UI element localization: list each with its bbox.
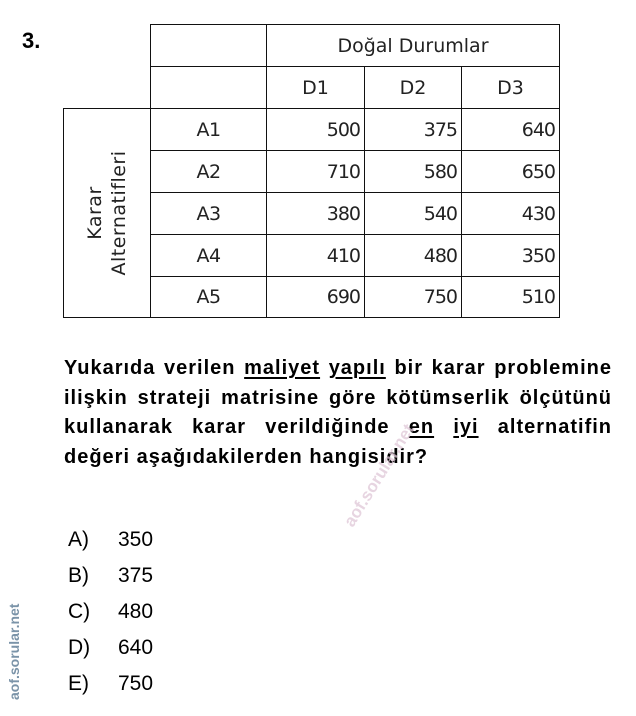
table-cell: 580	[364, 150, 462, 193]
header-corner-cell	[150, 24, 267, 67]
underlined-en: en	[408, 416, 435, 438]
column-header-d3: D3	[461, 66, 560, 109]
row-group-label-cell	[63, 108, 151, 318]
underlined-iyi: iyi	[453, 416, 479, 438]
option-d[interactable]: D) 640	[68, 636, 154, 659]
option-a[interactable]: A) 350	[68, 528, 154, 551]
column-header-d2: D2	[364, 66, 462, 109]
table-cell: 640	[461, 108, 560, 151]
row-label-a5: A5	[150, 276, 267, 318]
table-cell: 480	[364, 234, 462, 277]
table-cell: 410	[266, 234, 365, 277]
table-cell: 750	[364, 276, 462, 318]
group-header-cell: Doğal Durumlar	[266, 24, 560, 67]
strategy-matrix-table	[63, 24, 560, 318]
question-number: 3.	[22, 28, 41, 53]
diagonal-watermark: aof.sorular.net	[340, 420, 419, 531]
table-cell: 350	[461, 234, 560, 277]
side-watermark: aof.sorular.net	[6, 603, 22, 700]
option-c[interactable]: C) 480	[68, 600, 154, 623]
table-cell: 500	[266, 108, 365, 151]
option-e[interactable]: E) 750	[68, 672, 154, 695]
row-label-a1: A1	[150, 108, 267, 151]
row-label-a4: A4	[150, 234, 267, 277]
row-group-label: Karar Alternatifleri	[84, 150, 130, 276]
table-cell: 710	[266, 150, 365, 193]
header-corner-cell-2	[150, 66, 267, 109]
row-label-a2: A2	[150, 150, 267, 193]
row-label-a3: A3	[150, 192, 267, 235]
table-cell: 430	[461, 192, 560, 235]
table-cell: 650	[461, 150, 560, 193]
table-cell: 540	[364, 192, 462, 235]
answer-options	[68, 522, 153, 702]
table-cell: 690	[266, 276, 365, 318]
underlined-maliyet: maliyet	[244, 357, 321, 379]
table-cell: 380	[266, 192, 365, 235]
table-cell: 510	[461, 276, 560, 318]
option-b[interactable]: B) 375	[68, 564, 154, 587]
table-cell: 375	[364, 108, 462, 151]
underlined-yapili: yapılı	[328, 357, 386, 379]
question-text: Yukarıda verilen maliyet yapılı bir karar problemine ilişkin strateji matrisine göre kötümserlik ölçütünü kullanarak karar verildiğinde en iyi alternatifin değeri aşağıdakilerden hangisidir?	[64, 357, 613, 468]
column-header-d1: D1	[266, 66, 365, 109]
